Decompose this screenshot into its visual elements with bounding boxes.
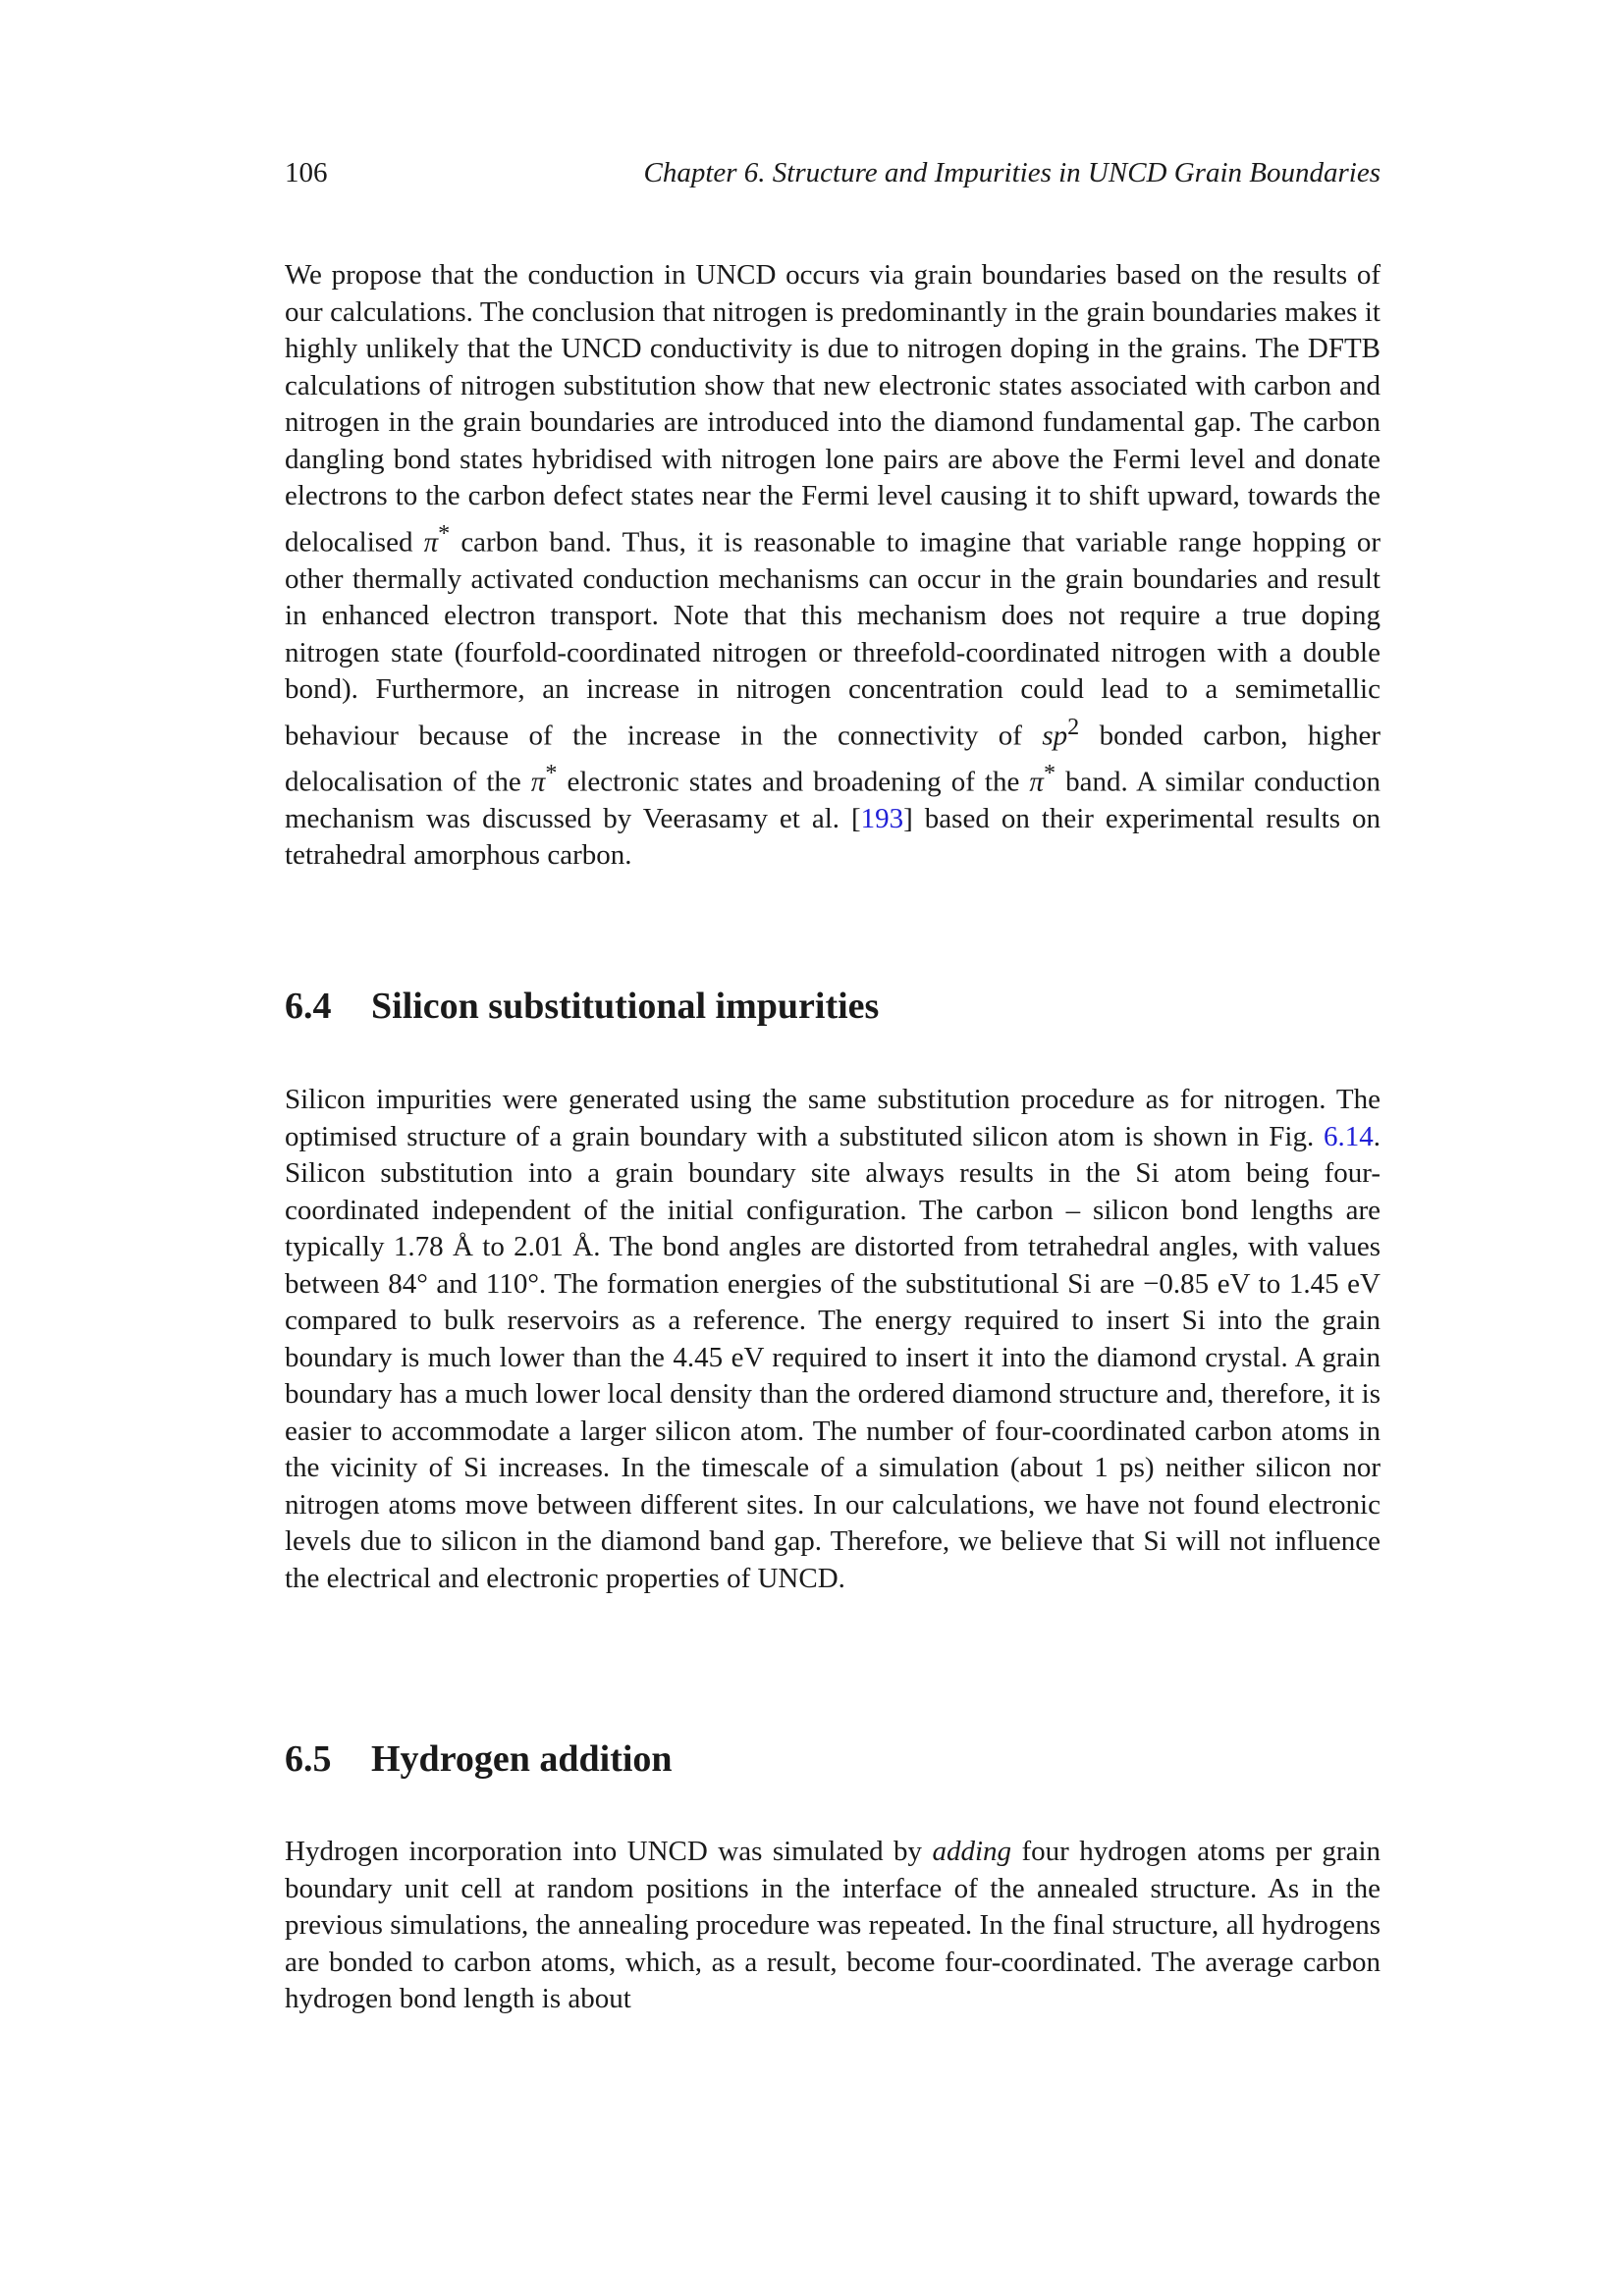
para2-text-2: . Silicon substitution into a grain boundary site always results in the Si atom being four-coordinated independent of the initial configuration. The carbon – silicon bond lengths are typically 1.78 Å to 2.01 Å. The bond angles are distorted from tetrahedral angles, with values between 84° and 110°. The formation energies of the substitutional Si are −0.85 eV to 1.45 eV compared to bulk reservoirs as a reference. The energy required to insert Si into the grain boundary is much lower than the 4.45 eV required to insert it into the diamond crystal. A grain boundary has a much lower local density than the ordered diamond structure and, therefore, it is easier to accommodate a larger silicon atom. The number of four-coordinated carbon atoms in the vicinity of Si increases. In the timescale of a simulation (about 1 ps) neither silicon nor nitrogen atoms move between different sites. In our calculations, we have not found electronic levels due to silicon in the diamond band gap. Therefore, we believe that Si will not influence the electrical and electronic properties of UNCD. [285, 1120, 1380, 1594]
paragraph-conduction [285, 257, 1380, 875]
para1-text-4: electronic states and broadening of the [557, 766, 1030, 798]
pi-symbol: π [530, 766, 546, 798]
sp-symbol: sp [1042, 720, 1068, 752]
para1-text-6: ] based on their experimental results on tetrahedral amorphous carbon. [285, 802, 1380, 872]
paragraph-silicon [285, 1082, 1380, 1597]
pi-symbol: π [423, 526, 439, 559]
para1-text-2: carbon band. Thus, it is reasonable to imagine that variable range hopping or other thermally activated conduction mechanisms can occur in the grain boundaries and result in enhanced electron transport. Note that this mechanism does not require a true doping nitrogen state (fourfold-coordinated nitrogen or threefold-coordinated nitrogen with a double bond). Furthermore, an increase in nitrogen concentration could lead to a semimetallic behaviour because of the increase in the connectivity of [285, 526, 1380, 752]
section-heading-6-4 [285, 985, 879, 1028]
section-number: 6.5 [285, 1738, 332, 1780]
star-superscript: * [545, 759, 558, 786]
paragraph-hydrogen [285, 1834, 1380, 2018]
para1-text-5: band. A similar conduction mechanism was discussed by Veerasamy et al. [ [285, 766, 1380, 834]
pi-symbol: π [1029, 766, 1044, 798]
para1-text-3: bonded carbon, higher delocalisation of the [285, 720, 1380, 798]
page-number: 106 [285, 157, 328, 188]
star-superscript: * [1043, 759, 1056, 786]
section-heading-6-5 [285, 1737, 673, 1781]
para3-text-1: Hydrogen incorporation into UNCD was simulated by [285, 1836, 933, 1867]
section-title: Silicon substitutional impurities [371, 986, 880, 1027]
sp-superscript: 2 [1067, 713, 1080, 740]
emphasis-adding: adding [932, 1836, 1012, 1867]
citation-link[interactable]: 193 [860, 802, 904, 834]
para3-text-2: four hydrogen atoms per grain boundary unit cell at random positions in the interface of the annealed structure. As in the previous simulations, the annealing procedure was repeated. In the final structure, all hydrogens are bonded to carbon atoms, which, as a result, become four-coordinated. The average carbon hydrogen bond length is about [285, 1836, 1381, 2014]
para1-text-1: We propose that the conduction in UNCD occurs via grain boundaries based on the results of our calculations. The conclusion that nitrogen is predominantly in the grain boundaries makes it highly unlikely that the UNCD conductivity is due to nitrogen doping in the grains. The DFTB calculations of nitrogen substitution show that new electronic states associated with carbon and nitrogen in the grain boundaries are introduced into the diamond fundamental gap. The carbon dangling bond states hybridised with nitrogen lone pairs are above the Fermi level and donate electrons to the carbon defect states near the Fermi level causing it to shift upward, towards the delocalised [285, 259, 1380, 559]
section-title: Hydrogen addition [371, 1738, 673, 1780]
page-header [285, 157, 1380, 196]
running-title: Chapter 6. Structure and Impurities in UNCD Grain Boundaries [643, 157, 1380, 188]
star-superscript: * [438, 519, 451, 547]
figure-link[interactable]: 6.14 [1324, 1120, 1374, 1152]
section-number: 6.4 [285, 986, 332, 1027]
para2-text-1: Silicon impurities were generated using the same substitution procedure as for nitrogen. The optimised structure of a grain boundary with a substituted silicon atom is shown in Fig. [285, 1084, 1380, 1152]
